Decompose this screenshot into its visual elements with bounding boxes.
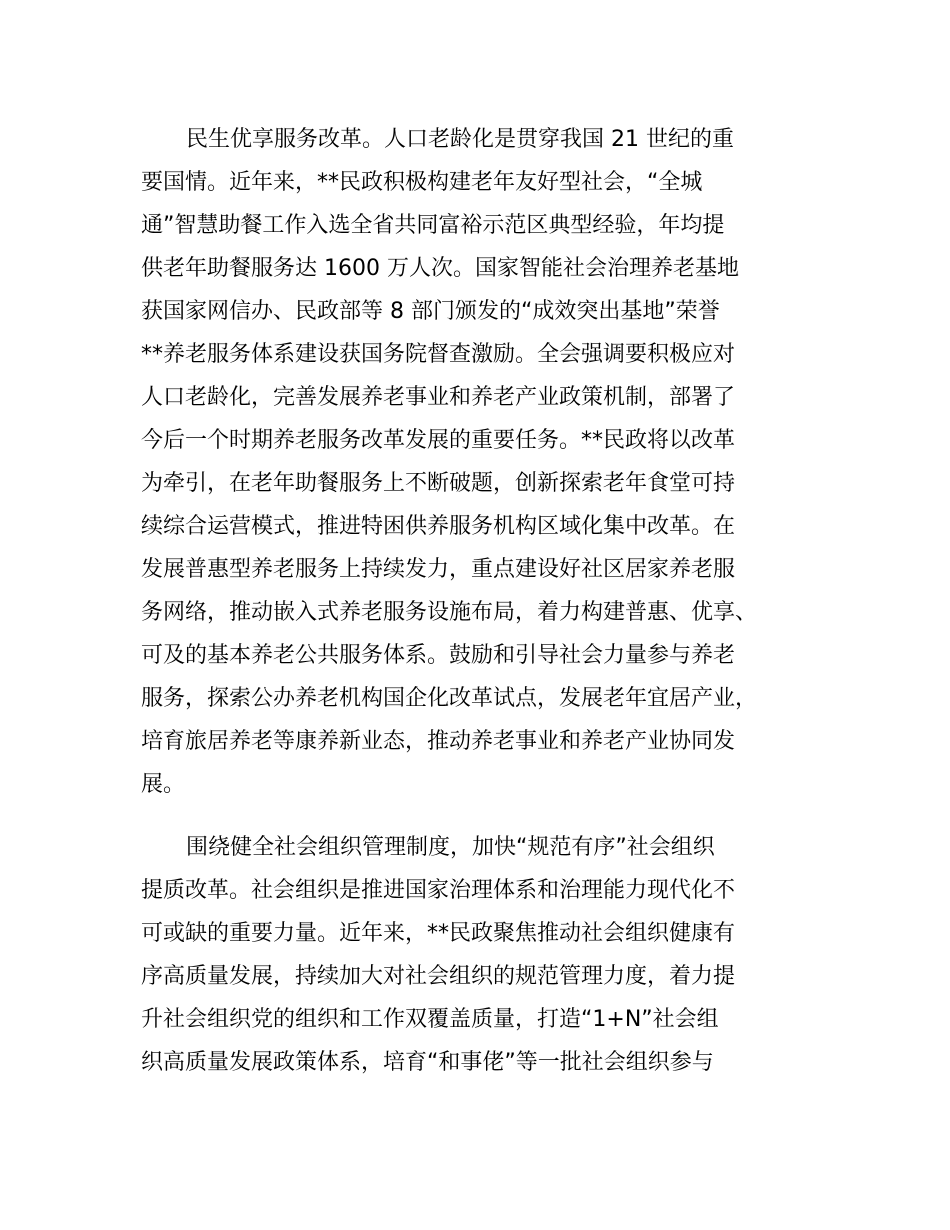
text-line: 序高质量发展，持续加大对社会组织的规范管理力度，着力提 xyxy=(141,964,736,989)
text-line: 展。 xyxy=(141,772,186,797)
text-line: 织高质量发展政策体系，培育“和事佬”等一批社会组织参与 xyxy=(141,1050,714,1075)
text-line: 提质改革。社会组织是推进国家治理体系和治理能力现代化不 xyxy=(141,878,736,903)
text-line: 获国家网信办、民政部等 8 部门颁发的“成效突出基地”荣誉 xyxy=(141,299,720,324)
text-line: 发展普惠型养老服务上持续发力，重点建设好社区居家养老服 xyxy=(141,557,736,582)
paragraph-elderly-care-reform xyxy=(141,118,821,806)
paragraph-spacer xyxy=(141,806,821,826)
text-line: 服务，探索公办养老机构国企化改革试点，发展老年宜居产业， xyxy=(141,686,758,711)
text-line: 可或缺的重要力量。近年来，**民政聚焦推动社会组织健康有 xyxy=(141,921,736,946)
text-line: 为牵引，在老年助餐服务上不断破题，创新探索老年食堂可持 xyxy=(141,471,736,496)
document-page xyxy=(141,118,821,1084)
text-line: 供老年助餐服务达 1600 万人次。国家智能社会治理养老基地 xyxy=(141,256,739,281)
text-line: 务网络，推动嵌入式养老服务设施布局，着力构建普惠、优享、 xyxy=(141,600,758,625)
text-line: **养老服务体系建设获国务院督查激励。全会强调要积极应对 xyxy=(141,342,736,367)
text-line: 民生优享服务改革。人口老龄化是贯穿我国 21 世纪的重 xyxy=(186,127,734,152)
text-line: 通”智慧助餐工作入选全省共同富裕示范区典型经验，年均提 xyxy=(141,213,725,238)
text-line: 培育旅居养老等康养新业态，推动养老事业和养老产业协同发 xyxy=(141,729,736,754)
text-line: 要国情。近年来，**民政积极构建老年友好型社会，“全城 xyxy=(141,170,703,195)
paragraph-social-organization-reform xyxy=(141,826,821,1084)
text-line: 续综合运营模式，推进特困供养服务机构区域化集中改革。在 xyxy=(141,514,736,539)
text-line: 升社会组织党的组织和工作双覆盖质量，打造“1+N”社会组 xyxy=(141,1007,719,1032)
text-line: 可及的基本养老公共服务体系。鼓励和引导社会力量参与养老 xyxy=(141,643,736,668)
text-line: 围绕健全社会组织管理制度，加快“规范有序”社会组织 xyxy=(186,835,715,860)
text-line: 今后一个时期养老服务改革发展的重要任务。**民政将以改革 xyxy=(141,428,736,453)
text-line: 人口老龄化，完善发展养老事业和养老产业政策机制，部署了 xyxy=(141,385,736,410)
